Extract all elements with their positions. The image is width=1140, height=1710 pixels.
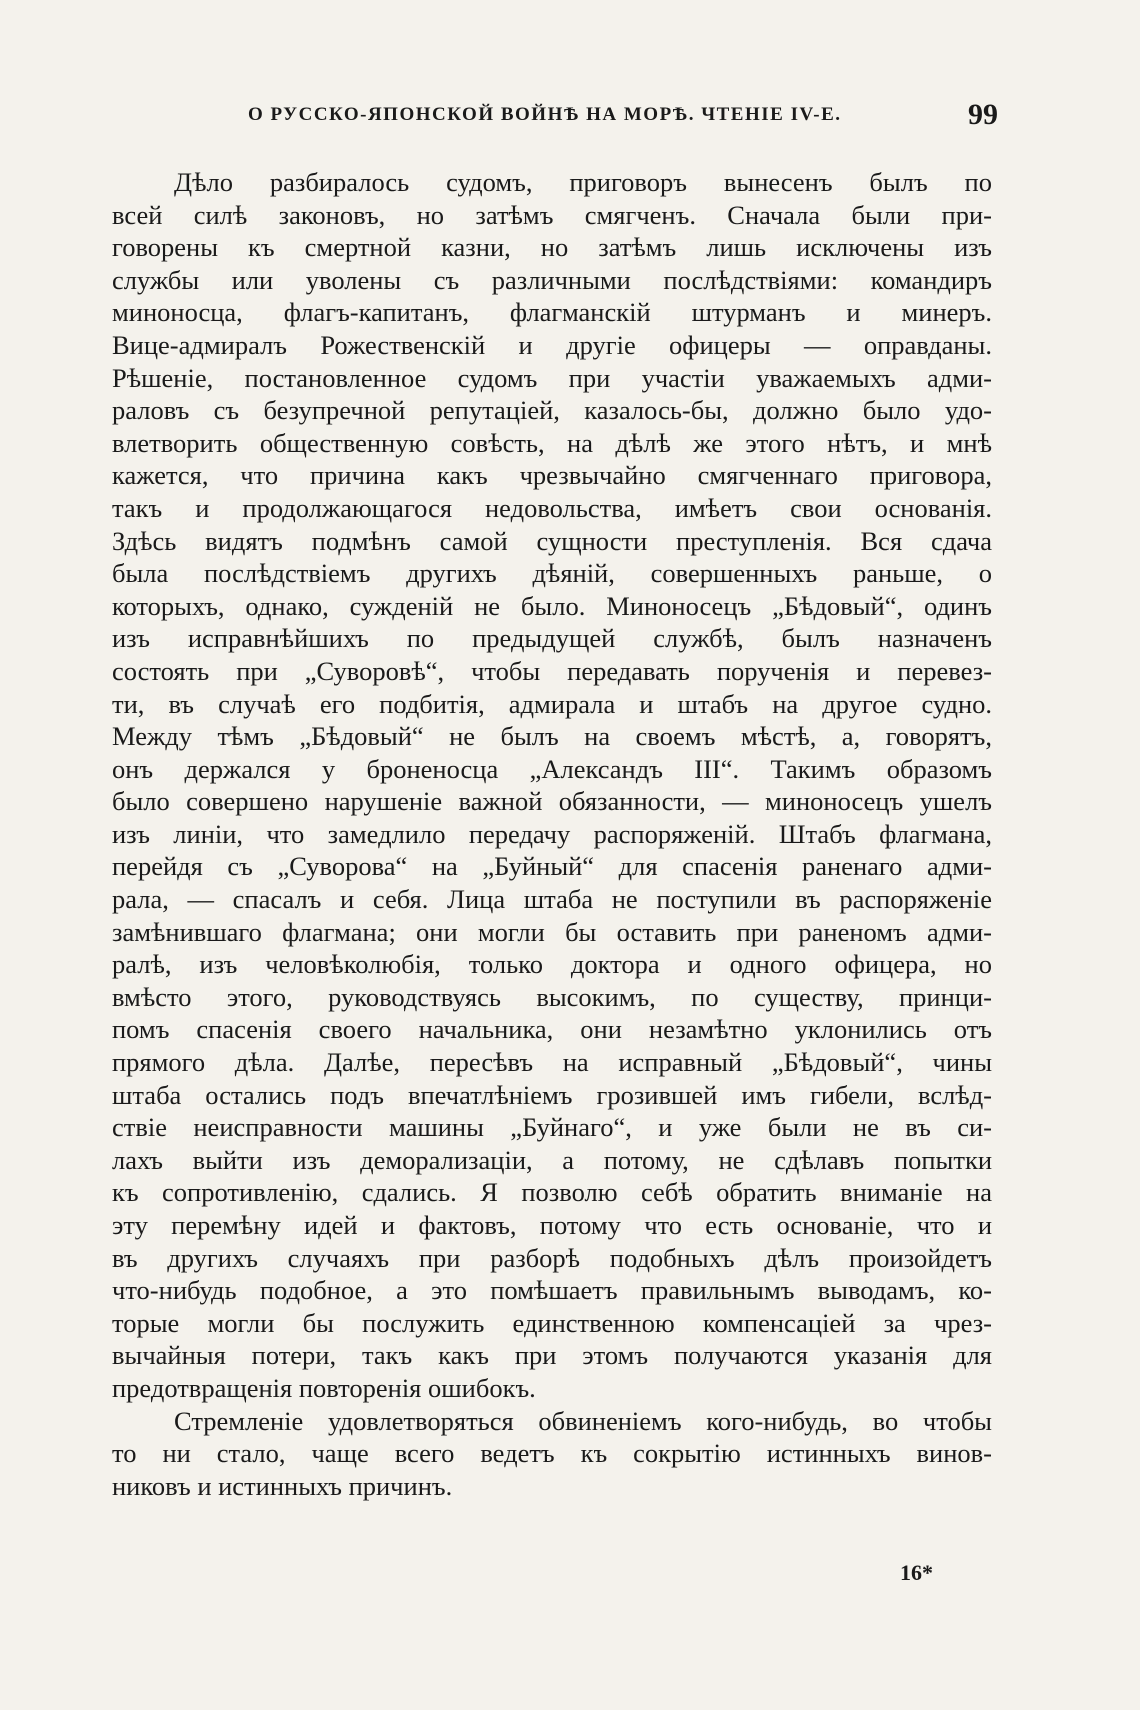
text-line: онъ держался у броненосца „Александъ III“. Такимъ образомъ — [112, 753, 992, 784]
text-line: такъ и продолжающагося недовольства, имѣетъ свои основанія. — [112, 492, 992, 523]
text-line: ти, въ случаѣ его подбитія, адмирала и штабъ на другое судно. — [112, 688, 992, 719]
text-line: было совершено нарушеніе важной обязанности, — миноносецъ ушелъ — [112, 786, 992, 817]
text-line: перейдя съ „Суворова“ на „Буйный“ для спасенія раненаго адми- — [112, 851, 992, 882]
text-line: ралѣ, изъ человѣколюбія, только доктора и одного офицера, но — [112, 949, 992, 980]
text-line: Между тѣмъ „Бѣдовый“ не былъ на своемъ мѣстѣ, а, говорятъ, — [112, 721, 992, 752]
text-line: въ другихъ случаяхъ при разборѣ подобныхъ дѣлъ произойдетъ — [112, 1242, 992, 1273]
text-line: ствіе неисправности машины „Буйнаго“, и уже были не въ си- — [112, 1112, 992, 1143]
text-line: изъ исправнѣйшихъ по предыдущей службѣ, былъ назначенъ — [112, 623, 992, 654]
text-line: предотвращенія повторенія ошибокъ. — [112, 1372, 536, 1403]
text-line: влетворить общественную совѣсть, на дѣлѣ же этого нѣтъ, и мнѣ — [112, 427, 992, 458]
body-text — [112, 166, 992, 1502]
text-line: службы или уволены съ различными послѣдствіями: командиръ — [112, 264, 992, 295]
text-line: замѣнившаго флагмана; они могли бы оставить при раненомъ адми- — [112, 916, 992, 947]
page-number: 99 — [968, 98, 998, 131]
text-line: то ни стало, чаще всего ведетъ къ сокрытію истинныхъ винов- — [112, 1438, 992, 1469]
text-line: рала, — спасалъ и себя. Лица штаба не поступили въ распоряженіе — [112, 884, 992, 915]
text-line: Дѣло разбиралось судомъ, приговоръ вынесенъ былъ по — [174, 167, 992, 197]
text-line: вычайныя потери, такъ какъ при этомъ получаются указанія для — [112, 1340, 992, 1371]
text-line: изъ линіи, что замедлило передачу распоряженій. Штабъ флагмана, — [112, 818, 992, 849]
text-line: была послѣдствіемъ другихъ дѣяній, совершенныхъ раньше, о — [112, 558, 992, 589]
text-line: Рѣшеніе, постановленное судомъ при участіи уважаемыхъ адми- — [112, 362, 992, 393]
text-line: лахъ выйти изъ деморализаціи, а потому, не сдѣлавъ попытки — [112, 1144, 992, 1175]
text-line: торые могли бы послужить единственною компенсаціей за чрез- — [112, 1307, 992, 1338]
text-line: прямого дѣла. Далѣе, пересѣвъ на исправный „Бѣдовый“, чины — [112, 1047, 992, 1078]
text-line: штаба остались подъ впечатлѣніемъ грозившей имъ гибели, вслѣд- — [112, 1079, 992, 1110]
text-line: вмѣсто этого, руководствуясь высокимъ, по существу, принци- — [112, 981, 992, 1012]
text-line: Вице-адмиралъ Рожественскій и другіе офицеры — оправданы. — [112, 329, 992, 360]
text-line: миноносца, флагъ-капитанъ, флагманскій штурманъ и минеръ. — [112, 297, 992, 328]
text-line: что-нибудь подобное, а это помѣшаетъ правильнымъ выводамъ, ко- — [112, 1275, 992, 1306]
text-line: эту перемѣну идей и фактовъ, потому что есть основаніе, что и — [112, 1210, 992, 1240]
text-line: которыхъ, однако, сужденій не было. Миноносецъ „Бѣдовый“, одинъ — [112, 590, 992, 621]
text-line: всей силѣ законовъ, но затѣмъ смягченъ. Сначала были при- — [112, 199, 992, 230]
text-line: раловъ съ безупречной репутаціей, казалось-бы, должно было удо- — [112, 395, 992, 426]
signature-mark: 16* — [900, 1560, 933, 1585]
text-line: Стремленіе удовлетворяться обвиненіемъ кого-нибудь, во чтобы — [174, 1405, 992, 1436]
text-line: помъ спасенія своего начальника, они незамѣтно уклонились отъ — [112, 1014, 992, 1045]
text-line: къ сопротивленію, сдались. Я позволю себѣ обратить вниманіе на — [112, 1177, 992, 1208]
text-line: состоять при „Суворовѣ“, чтобы передавать порученія и перевез- — [112, 655, 992, 686]
text-line: Здѣсь видятъ подмѣнъ самой сущности преступленія. Вся сдача — [112, 525, 992, 556]
running-title: О РУССКО-ЯПОНСКОЙ ВОЙНѢ НА МОРѢ. ЧТЕНІЕ IV-Е. — [248, 104, 842, 125]
text-line: кажется, что причина какъ чрезвычайно смягченнаго приговора, — [112, 460, 992, 491]
text-line: никовъ и истинныхъ причинъ. — [112, 1470, 453, 1501]
text-line: говорены къ смертной казни, но затѣмъ лишь исключены изъ — [112, 232, 992, 263]
